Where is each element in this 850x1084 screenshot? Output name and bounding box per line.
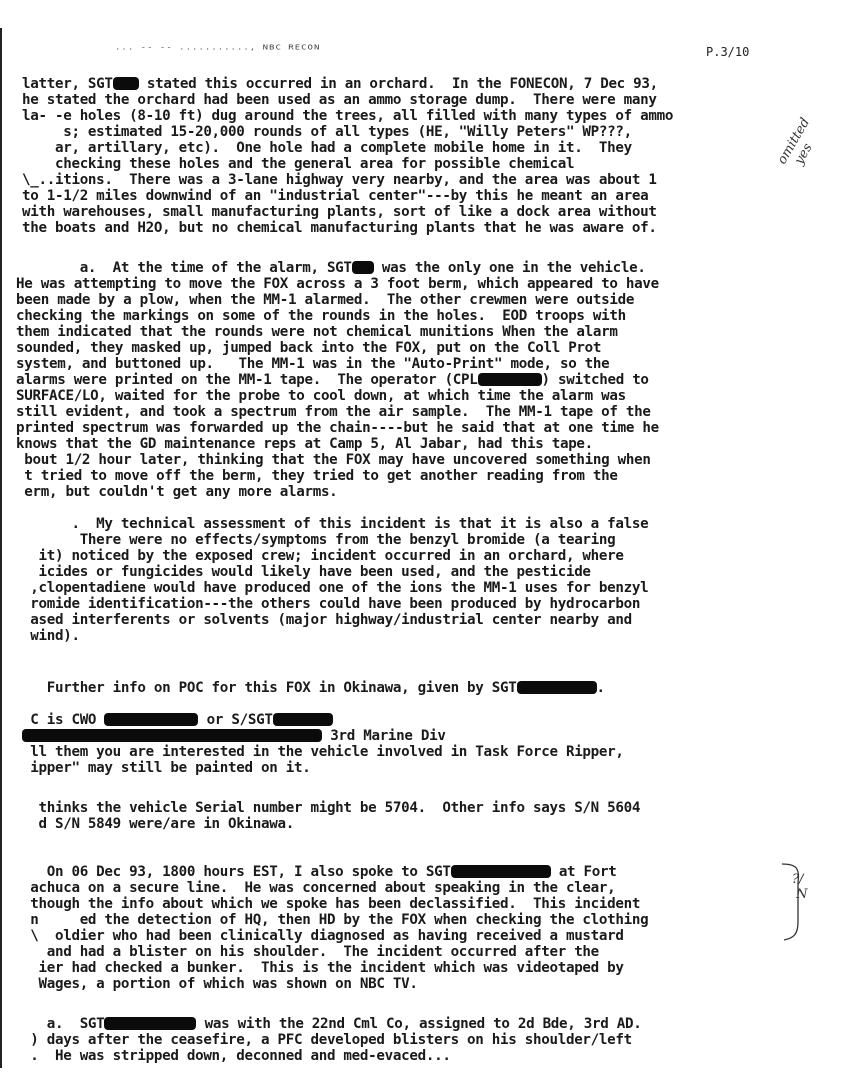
line-text: them indicated that the rounds were not chemical munitions When the alarm — [16, 324, 618, 340]
line-text: checking the markings on some of the rounds in the holes. EOD troops with — [16, 308, 626, 324]
line-text: wind). — [22, 628, 80, 644]
line-text: . He was stripped down, deconned and med-evaced... — [22, 1048, 451, 1064]
line-text: icides or fungicides would likely have been used, and the pesticide — [22, 564, 591, 580]
line-text: Wages, a portion of which was shown on NBC TV. — [22, 976, 418, 992]
redaction-mark — [104, 1017, 196, 1030]
redaction-mark — [104, 713, 198, 726]
redaction-mark — [451, 865, 551, 878]
line-text: achuca on a secure line. He was concerned about speaking in the clear, — [22, 880, 616, 896]
line-text: with warehouses, small manufacturing plants, sort of like a dock area without — [22, 204, 657, 220]
line-text: though the info about which we spoke has been declassified. This incident — [22, 896, 641, 912]
line-text: it) noticed by the exposed crew; incident occurred in an orchard, where — [22, 548, 624, 564]
line-text: bout 1/2 hour later, thinking that the FOX may have uncovered something when — [16, 452, 651, 468]
line-text-continued: at Fort — [550, 864, 617, 880]
text-line — [16, 420, 659, 436]
line-text: thinks the vehicle Serial number might be 5704. Other info says S/N 5604 — [22, 800, 641, 816]
text-line — [16, 292, 634, 308]
text-line — [16, 468, 618, 484]
line-text: \ oldier who had been clinically diagnosed as having received a mustard — [22, 928, 624, 944]
line-text: erm, but couldn't get any more alarms. — [16, 484, 338, 500]
text-line — [22, 204, 657, 220]
redaction-mark — [517, 681, 597, 694]
text-line — [22, 124, 632, 140]
line-text-continued: was with the 22nd Cml Co, assigned to 2d Bde, 3rd AD. — [196, 1016, 642, 1032]
text-line — [22, 880, 615, 896]
line-text: ar, artillary, etc). One hole had a complete mobile home in it. They — [22, 140, 632, 156]
text-line — [22, 744, 624, 760]
text-line — [22, 596, 640, 612]
text-line — [22, 896, 640, 912]
redaction-mark — [352, 261, 374, 274]
text-line — [22, 548, 624, 564]
line-text-continued: was the only one in the vehicle. — [373, 260, 646, 276]
text-line — [22, 220, 657, 236]
line-text: ipper" may still be painted on it. — [22, 760, 311, 776]
line-text: There were no effects/symptoms from the benzyl bromide (a tearing — [22, 532, 616, 548]
margin-note-handwritten-lower: ?/ N — [792, 872, 808, 902]
margin-bracket-mark — [780, 862, 808, 942]
line-text: ll them you are interested in the vehicle involved in Task Force Ripper, — [22, 744, 624, 760]
text-line — [22, 800, 640, 816]
line-text: On 06 Dec 93, 1800 hours EST, I also spoke to SGT — [22, 864, 451, 880]
line-text: ier had checked a bunker. This is the incident which was videotaped by — [22, 960, 624, 976]
text-line — [16, 356, 609, 372]
page-edge — [0, 28, 2, 1068]
text-line — [22, 976, 418, 992]
line-text: He was attempting to move the FOX across a 3 foot berm, which appeared to have — [16, 276, 659, 292]
text-line — [16, 436, 593, 452]
line-text: still evident, and took a spectrum from the air sample. The MM-1 tape of the — [16, 404, 651, 420]
text-line — [22, 1048, 451, 1064]
text-line — [22, 960, 624, 976]
line-text-continued: or S/SGT — [198, 712, 273, 728]
line-text: latter, SGT — [22, 76, 113, 92]
line-text: C is CWO — [22, 712, 105, 728]
text-line — [22, 108, 673, 124]
text-line — [22, 1016, 641, 1032]
redaction-mark — [273, 713, 333, 726]
text-line — [22, 928, 624, 944]
line-text: Further info on POC for this FOX in Okinawa, given by SGT — [22, 680, 517, 696]
text-line — [22, 712, 333, 728]
line-text: ) days after the ceasefire, a PFC developed blisters on his shoulder/left — [22, 1032, 632, 1048]
line-text: s; estimated 15-20,000 rounds of all types (HE, "Willy Peters" WP???, — [22, 124, 632, 140]
text-line — [16, 404, 651, 420]
line-text: the boats and H2O, but no chemical manufacturing plants that he was aware of. — [22, 220, 657, 236]
text-line — [16, 388, 626, 404]
line-text: printed spectrum was forwarded up the chain----but he said that at one time he — [16, 420, 659, 436]
text-line — [22, 516, 648, 532]
fax-header: ... -- -- ..........., NBC RECON — [115, 44, 321, 52]
text-line — [22, 944, 599, 960]
line-text: . My technical assessment of this incident is that it is also a false — [22, 516, 649, 532]
text-line — [16, 452, 651, 468]
text-line — [22, 628, 80, 644]
text-line — [22, 156, 574, 172]
line-text: la- -e holes (8-10 ft) dug around the trees, all filled with many types of ammo — [22, 108, 674, 124]
margin-note-handwritten: omitted yes — [774, 115, 816, 175]
line-text: a. SGT — [22, 1016, 105, 1032]
line-text: sounded, they masked up, jumped back into the FOX, put on the Coll Prot — [16, 340, 602, 356]
text-line — [22, 260, 646, 276]
line-text: checking these holes and the general area for possible chemical — [22, 156, 575, 172]
text-line — [16, 324, 618, 340]
line-text: n ed the detection of HQ, then HD by the FOX when checking the clothing — [22, 912, 649, 928]
line-text-continued: stated this occurred in an orchard. In the FONECON, 7 Dec 93, — [138, 76, 658, 92]
text-line — [22, 140, 632, 156]
redaction-mark — [478, 373, 542, 386]
text-line — [22, 612, 632, 628]
redaction-mark — [113, 77, 139, 90]
text-line — [22, 564, 591, 580]
line-text: d S/N 5849 were/are in Okinawa. — [22, 816, 294, 832]
redaction-mark — [22, 729, 322, 742]
text-line — [16, 372, 649, 388]
text-line — [22, 76, 658, 92]
line-text: to 1-1/2 miles downwind of an "industrial center"---by this he meant an area — [22, 188, 649, 204]
text-line — [22, 816, 294, 832]
line-text: system, and buttoned up. The MM-1 was in the "Auto-Print" mode, so the — [16, 356, 610, 372]
text-line — [22, 172, 657, 188]
line-text-continued: 3rd Marine Div — [322, 728, 446, 744]
text-line — [22, 532, 615, 548]
page-number: P.3/10 — [706, 45, 750, 59]
line-text: been made by a plow, when the MM-1 alarmed. The other crewmen were outside — [16, 292, 635, 308]
line-text: and had a blister on his shoulder. The incident occurred after the — [22, 944, 599, 960]
line-text: alarms were printed on the MM-1 tape. The operator (CPL — [16, 372, 478, 388]
line-text: a. At the time of the alarm, SGT — [22, 260, 352, 276]
text-line — [22, 580, 648, 596]
line-text: ased interferents or solvents (major highway/industrial center nearby and — [22, 612, 632, 628]
text-line — [22, 188, 648, 204]
line-text: he stated the orchard had been used as an ammo storage dump. There were many — [22, 92, 657, 108]
text-line — [22, 1032, 632, 1048]
text-line — [22, 728, 446, 744]
line-text: knows that the GD maintenance reps at Camp 5, Al Jabar, had this tape. — [16, 436, 593, 452]
text-line — [16, 340, 601, 356]
line-text: romide identification---the others could have been produced by hydrocarbon — [22, 596, 641, 612]
line-text: t tried to move off the berm, they tried to get another reading from the — [16, 468, 618, 484]
text-line — [22, 864, 617, 880]
text-line — [22, 680, 605, 696]
text-line — [16, 484, 337, 500]
text-line — [22, 92, 657, 108]
text-line — [16, 276, 659, 292]
text-line — [22, 760, 310, 776]
line-text: ,clopentadiene would have produced one of the ions the MM-1 uses for benzyl — [22, 580, 649, 596]
line-text-continued: . — [596, 680, 605, 696]
line-text: SURFACE/LO, waited for the probe to cool down, at which time the alarm was — [16, 388, 626, 404]
text-line — [22, 912, 648, 928]
line-text: \_..itions. There was a 3-lane highway very nearby, and the area was about 1 — [22, 172, 657, 188]
line-text-continued: ) switched to — [541, 372, 649, 388]
text-line — [16, 308, 626, 324]
